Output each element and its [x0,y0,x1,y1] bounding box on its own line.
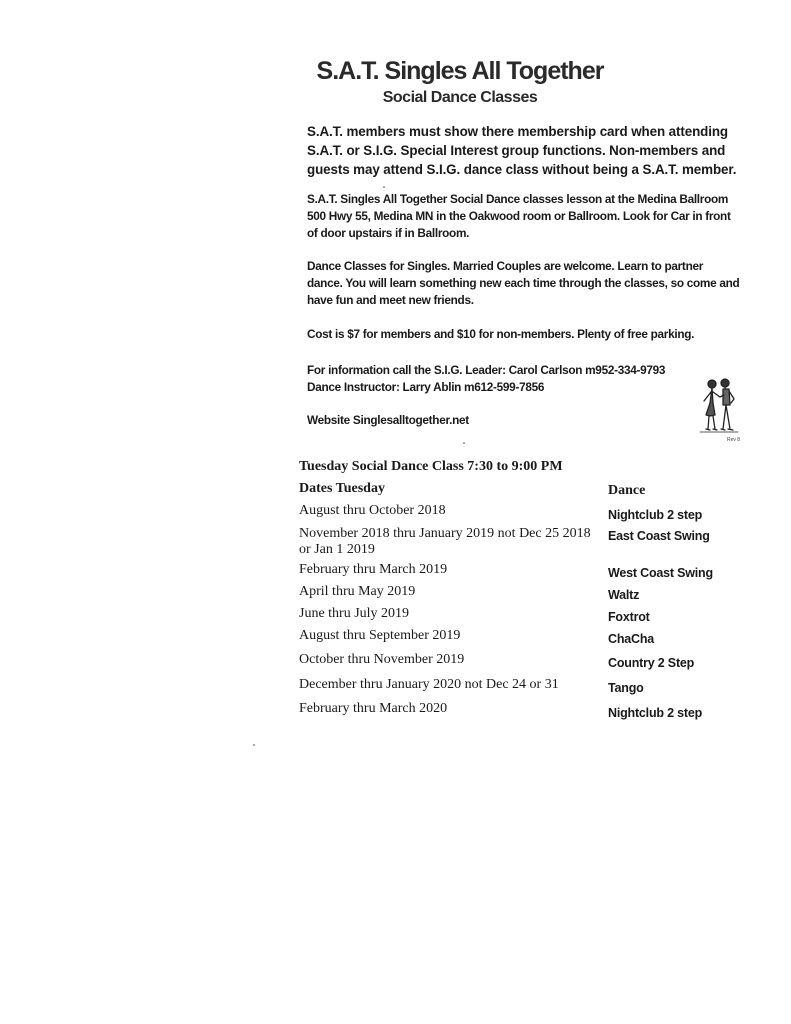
schedule-dance: Nightclub 2 step [608,706,703,720]
schedule-dates: April thru May 2019 [299,584,416,599]
cost-paragraph: Cost is $7 for members and $10 for non-members. Plenty of free parking. [307,327,695,341]
schedule-dance: Tango [608,681,644,695]
page-title: S.A.T. Singles All Together [316,57,604,85]
location-paragraph: S.A.T. Singles All Together Social Dance classes lesson at the Medina Ballroom 500 Hwy 55, Medina MN in the Oakwood room or Ballroom. Look for Car in front of door upstairs if in Ballroom. [307,192,731,240]
schedule-dates: June thru July 2019 [299,606,410,621]
schedule-dates: October thru November 2019 [299,652,465,667]
schedule-dates: February thru March 2019 [299,562,448,577]
schedule-title: Tuesday Social Dance Class 7:30 to 9:00 PM [299,459,563,474]
schedule-dates: August thru September 2019 [299,628,461,643]
page-subtitle: Social Dance Classes [382,89,538,106]
scan-speck [383,186,385,188]
website-text: Website Singlesalltogether.net [307,413,469,427]
schedule-dates: August thru October 2018 [299,503,446,518]
image-caption: Rev 8 [727,437,741,443]
schedule-dance: East Coast Swing [608,529,710,543]
scan-speck [463,442,465,444]
schedule-dance: Foxtrot [608,610,650,624]
scan-speck [253,744,255,746]
singles-paragraph: Dance Classes for Singles. Married Couples are welcome. Learn to partner dance. You will learn something new each time through the classes, so come and have fun and meet new friends. [307,259,740,307]
dates-column-header: Dates Tuesday [299,481,385,496]
contact-paragraph: For information call the S.I.G. Leader: Carol Carlson m952-334-9793 Dance Instructor: Larry Ablin m612-599-7856 [307,363,666,394]
schedule-dates: November 2018 thru January 2019 not Dec 25 2018 or Jan 1 2019 [299,526,591,557]
dance-column-header: Dance [608,483,646,498]
schedule-dates: December thru January 2020 not Dec 24 or 31 [299,677,559,692]
schedule-dance: ChaCha [608,632,655,646]
membership-paragraph: S.A.T. members must show there membership card when attending S.A.T. or S.I.G. Special Interest group functions. Non-members and guests may attend S.I.G. dance class without being a S.A.T. member. [307,124,737,177]
schedule-dance: Waltz [608,588,640,602]
dancing-couple-image [696,377,740,437]
schedule-dates: February thru March 2020 [299,701,448,716]
schedule-dance: West Coast Swing [608,566,713,580]
schedule-dance: Nightclub 2 step [608,508,703,522]
schedule-dance: Country 2 Step [608,656,695,670]
